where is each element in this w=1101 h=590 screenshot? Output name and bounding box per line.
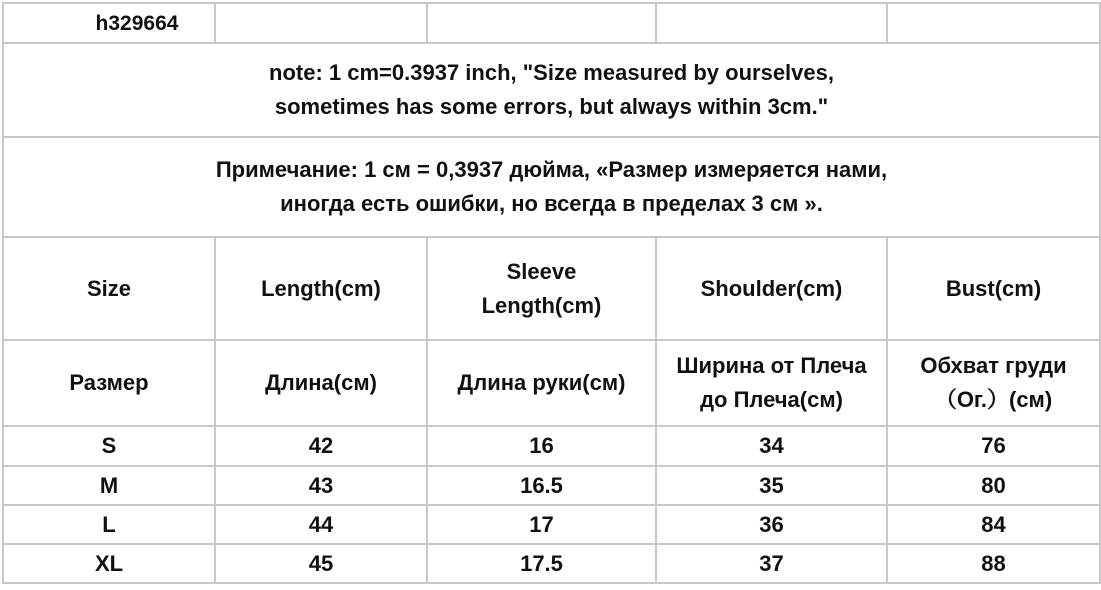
length-cell: 45 (215, 544, 427, 583)
note-en-cell (3, 43, 1100, 137)
header-ru-shoulder-line-1: Ширина от Плеча (676, 353, 867, 378)
sleeve-cell: 16 (427, 426, 656, 466)
bust-cell: 80 (887, 466, 1100, 505)
sleeve-cell: 17.5 (427, 544, 656, 583)
empty-cell (215, 3, 427, 43)
bust-cell: 88 (887, 544, 1100, 583)
header-sleeve-line-1: Sleeve (506, 258, 577, 284)
header-ru-row (3, 340, 1100, 426)
bust-cell: 84 (887, 505, 1100, 544)
note-ru-line-2: иногда есть ошибки, но всегда в пределах 3 см ». (280, 191, 823, 216)
note-ru-row (3, 137, 1100, 237)
shoulder-cell: 36 (656, 505, 887, 544)
note-ru-line-1: Примечание: 1 см = 0,3937 дюйма, «Размер измеряется нами, (215, 157, 888, 182)
size-cell: S (3, 426, 215, 466)
shoulder-cell: 37 (656, 544, 887, 583)
product-code-cell (3, 3, 215, 43)
header-sleeve-line-2: Length(cm) (481, 292, 602, 318)
empty-cell (887, 3, 1100, 43)
shoulder-cell: 34 (656, 426, 887, 466)
header-ru-bust-line-2: （Ог.）(см) (934, 387, 1053, 412)
table-row (3, 544, 1100, 583)
note-en-line-1: note: 1 cm=0.3937 inch, "Size measured by ourselves, (269, 60, 834, 85)
header-ru-shoulder (656, 340, 887, 426)
header-sleeve-length (427, 237, 656, 340)
size-chart-table (2, 2, 1101, 584)
header-ru-bust-line-1: Обхват груди (920, 353, 1067, 378)
sleeve-cell: 17 (427, 505, 656, 544)
header-ru-size: Размер (3, 340, 215, 426)
table-row (3, 505, 1100, 544)
header-ru-sleeve: Длина руки(см) (427, 340, 656, 426)
header-bust: Bust(cm) (887, 237, 1100, 340)
header-length: Length(cm) (215, 237, 427, 340)
note-en-row (3, 43, 1100, 137)
header-ru-shoulder-line-2: до Плеча(см) (700, 387, 843, 412)
header-en-row (3, 237, 1100, 340)
size-cell: L (3, 505, 215, 544)
size-cell: M (3, 466, 215, 505)
note-ru-cell (3, 137, 1100, 237)
shoulder-cell: 35 (656, 466, 887, 505)
empty-cell (656, 3, 887, 43)
product-code: h329664 (95, 11, 179, 35)
table-row (3, 466, 1100, 505)
header-ru-bust (887, 340, 1100, 426)
header-ru-length: Длина(см) (215, 340, 427, 426)
header-size: Size (3, 237, 215, 340)
length-cell: 42 (215, 426, 427, 466)
size-cell: XL (3, 544, 215, 583)
length-cell: 43 (215, 466, 427, 505)
empty-cell (427, 3, 656, 43)
length-cell: 44 (215, 505, 427, 544)
table-row (3, 426, 1100, 466)
bust-cell: 76 (887, 426, 1100, 466)
header-shoulder: Shoulder(cm) (656, 237, 887, 340)
sleeve-cell: 16.5 (427, 466, 656, 505)
product-code-row (3, 3, 1100, 43)
note-en-line-2: sometimes has some errors, but always within 3cm." (274, 94, 829, 119)
